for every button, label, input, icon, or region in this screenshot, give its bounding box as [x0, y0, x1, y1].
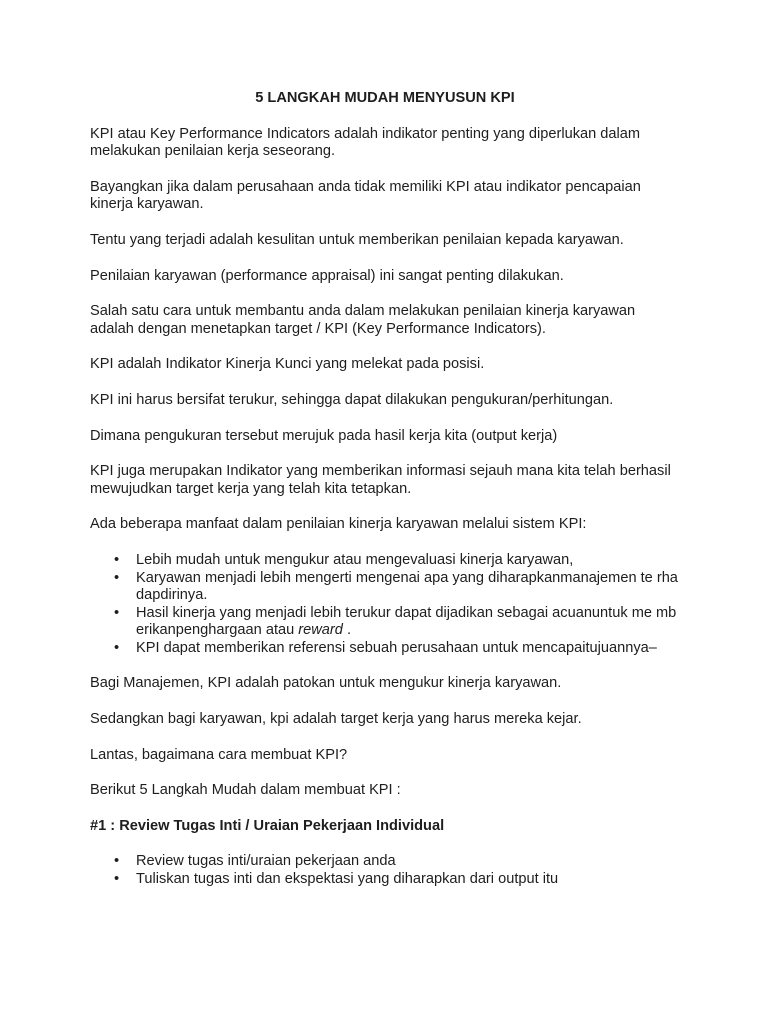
paragraph: KPI atau Key Performance Indicators adalah indikator penting yang diperlukan dalam melakukan penilaian kerja seseorang.: [90, 125, 641, 160]
paragraph: Lantas, bagaimana cara membuat KPI?: [90, 746, 348, 763]
bullet-icon: •: [114, 853, 120, 870]
paragraph: KPI ini harus bersifat terukur, sehingga dapat dilakukan pengukuran/perhitungan.: [90, 391, 614, 408]
list-item-text: Review tugas inti/uraian pekerjaan anda: [136, 853, 396, 870]
section-heading: #1 : Review Tugas Inti / Uraian Pekerjaan Individual: [90, 817, 445, 834]
bullet-icon: •: [114, 551, 120, 568]
bullet-icon: •: [114, 639, 120, 656]
bullet-icon: •: [114, 604, 120, 621]
list-item-tail-text: .: [342, 622, 352, 639]
paragraph: Ada beberapa manfaat dalam penilaian kinerja karyawan melalui sistem KPI:: [90, 516, 587, 533]
paragraph: Salah satu cara untuk membantu anda dalam melakukan penilaian kinerja karyawan adalah dengan menetapkan target / KPI (Key Performance Indicators).: [90, 303, 636, 337]
list-item: [114, 551, 680, 570]
paragraph: KPI juga merupakan Indikator yang memberikan informasi sejauh mana kita telah berhasil mewujudkan target kerja yang telah kita tetapkan.: [90, 463, 671, 497]
bullet-icon: •: [114, 569, 120, 586]
benefits-list: [90, 552, 680, 658]
document-title: 5 LANGKAH MUDAH MENYUSUN KPI: [255, 90, 515, 106]
list-item: [114, 569, 680, 605]
paragraph: KPI adalah Indikator Kinerja Kunci yang melekat pada posisi.: [90, 356, 485, 373]
paragraph: Berikut 5 Langkah Mudah dalam membuat KPI :: [90, 782, 401, 799]
bullet-icon: •: [114, 871, 120, 888]
document-page: [90, 90, 680, 907]
list-item-text: Karyawan menjadi lebih mengerti mengenai apa yang diharapkanmanajemen te rhadapdirinya.: [136, 569, 678, 604]
list-item-text: Lebih mudah untuk mengukur atau mengevaluasi kinerja karyawan,: [136, 551, 574, 568]
list-item-italic-text: reward: [298, 622, 343, 639]
paragraph: Penilaian karyawan (performance appraisal) ini sangat penting dilakukan.: [90, 267, 564, 284]
list-item: [114, 853, 680, 871]
list-item: [114, 604, 680, 640]
list-item: [114, 639, 680, 658]
list-item: [114, 871, 680, 889]
list-item-text: Hasil kinerja yang menjadi lebih terukur dapat dijadikan sebagai acuanuntuk me mberikanpenghargaan atau: [136, 604, 677, 639]
section-1-list: [90, 853, 680, 888]
paragraph: Tentu yang terjadi adalah kesulitan untuk memberikan penilaian kepada karyawan.: [90, 231, 624, 248]
list-item-text: Tuliskan tugas inti dan ekspektasi yang diharapkan dari output itu: [136, 871, 559, 888]
list-item-text: KPI dapat memberikan referensi sebuah perusahaan untuk mencapaitujuannya–: [136, 639, 657, 656]
paragraph: Bayangkan jika dalam perusahaan anda tidak memiliki KPI atau indikator pencapaian kinerja karyawan.: [90, 178, 641, 213]
paragraph: Sedangkan bagi karyawan, kpi adalah target kerja yang harus mereka kejar.: [90, 711, 582, 728]
paragraph: Dimana pengukuran tersebut merujuk pada hasil kerja kita (output kerja): [90, 427, 558, 444]
paragraph: Bagi Manajemen, KPI adalah patokan untuk mengukur kinerja karyawan.: [90, 675, 562, 692]
